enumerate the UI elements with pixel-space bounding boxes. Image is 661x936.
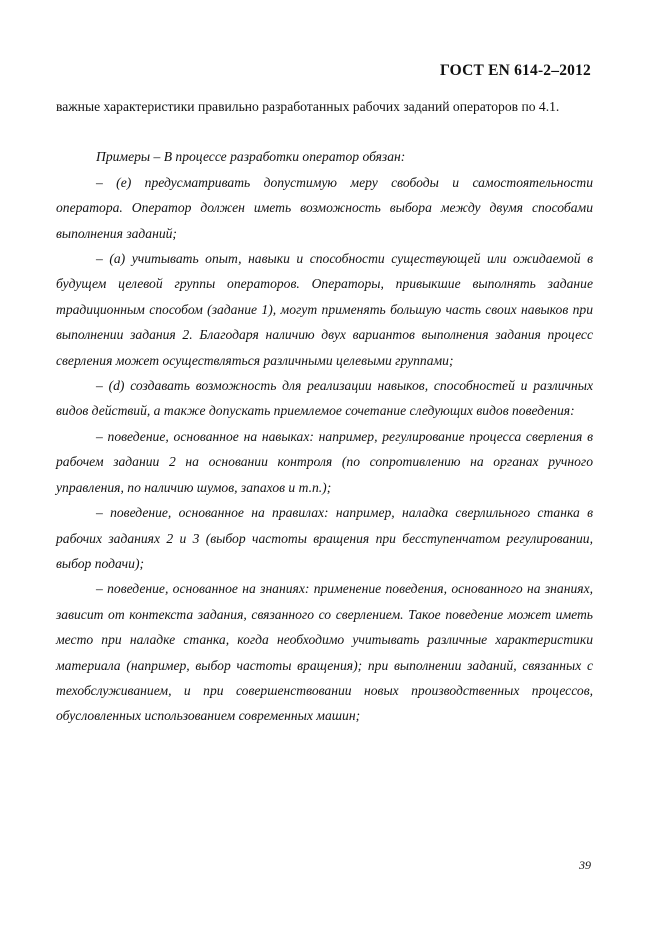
example-item-e: – (e) предусматривать допустимую меру свободы и самостоятельности оператора. Оператор должен иметь возможность выбора между двумя способами выполнения заданий; <box>56 174 593 241</box>
standard-header: ГОСТ EN 614-2–2012 <box>439 62 591 79</box>
document-body <box>56 94 593 729</box>
intro-paragraph: важные характеристики правильно разработанных рабочих заданий операторов по 4.1. <box>56 99 560 114</box>
behavior-knowledge: – поведение, основанное на знаниях: применение поведения, основанного на знаниях, зависит от контекста задания, связанного со сверлением. Такое поведение может иметь место при наладке станка, когда необходимо учитывать различные характеристики материала (например, выбор частоты вращения); при выполнении заданий, связанных с техобслуживанием, и при совершенствовании новых производственных процессов, обусловленных использованием современных машин; <box>56 581 593 724</box>
example-item-d: – (d) создавать возможность для реализации навыков, способностей и различных видов действий, а также допускать приемлемое сочетание следующих видов поведения: <box>56 378 593 419</box>
page-number: 39 <box>579 858 591 872</box>
paragraph-spacer <box>56 119 593 144</box>
example-item-a: – (a) учитывать опыт, навыки и способности существующей или ожидаемой в будущем целевой группы операторов. Операторы, привыкшие выполнять задание традиционным способом (задание 1), могут применять большую часть своих навыков при выполнении задания 2. Благодаря наличию двух вариантов выполнения задания процесс сверления может осуществляться различными целевыми группами; <box>56 251 593 368</box>
examples-title: Примеры – В процессе разработки оператор обязан: <box>96 149 406 165</box>
behavior-rules: – поведение, основанное на правилах: например, наладка сверлильного станка в рабочих заданиях 2 и 3 (выбор частоты вращения при бесступенчатом регулировании, выбор подачи); <box>56 505 593 571</box>
behavior-skills: – поведение, основанное на навыках: например, регулирование процесса сверления в рабочем задании 2 на основании контроля (по сопротивлению на органах ручного управления, по наличию шумов, запахов и т.п.); <box>56 428 593 495</box>
